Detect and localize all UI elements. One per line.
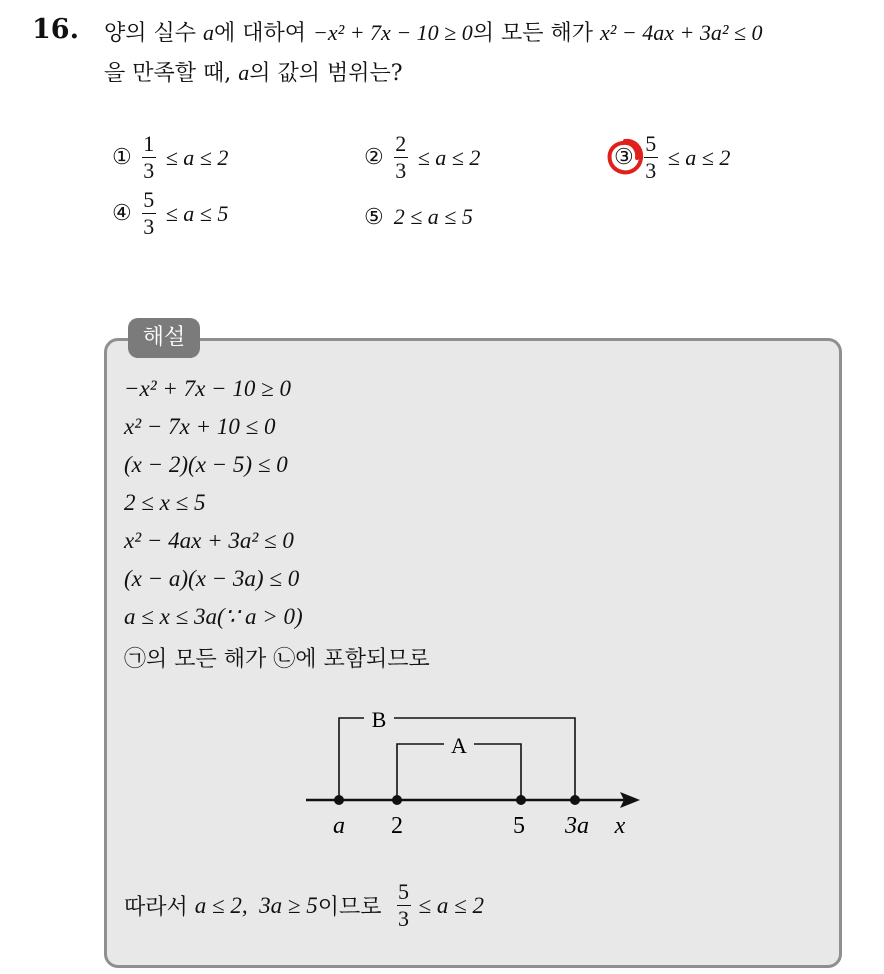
fraction-denominator: 3 xyxy=(398,906,409,931)
point-label: 2 xyxy=(391,813,403,839)
solution-korean-line: ㉠의 모든 해가 ㉡에 포함되므로 xyxy=(124,647,430,672)
solution-line: 2 ≤ x ≤ 5 xyxy=(124,490,206,515)
conclusion-text: 따라서 xyxy=(124,895,195,920)
choice-inequality: ≤ a ≤ 2 xyxy=(667,144,731,170)
solution-line: x² − 7x + 10 ≤ 0 xyxy=(124,414,276,439)
fraction-numerator: 5 xyxy=(143,187,155,212)
conclusion-math: a ≤ 2, 3a ≥ 5 xyxy=(194,892,318,918)
question-text: 양의 실수 xyxy=(104,21,203,46)
point-label: a xyxy=(333,813,345,839)
fraction-denominator: 3 xyxy=(143,158,155,183)
variable-a: a xyxy=(238,60,250,85)
question-text: 의 값의 범위는? xyxy=(249,61,403,86)
solution-conclusion xyxy=(124,880,484,931)
choice-number: ① xyxy=(112,145,132,170)
solution-line: x² − 4ax + 3a² ≤ 0 xyxy=(124,528,294,553)
point-label: 3a xyxy=(565,813,589,839)
choice-number: ③ xyxy=(614,145,634,170)
fraction-numerator: 5 xyxy=(398,879,409,904)
conclusion-inequality: ≤ a ≤ 2 xyxy=(418,892,484,918)
fraction-numerator: 2 xyxy=(395,131,407,156)
fraction-denominator: 3 xyxy=(395,158,407,183)
solution-line: (x − a)(x − 3a) ≤ 0 xyxy=(124,566,300,591)
bracket-label-a: A xyxy=(451,733,467,758)
variable-a: a xyxy=(203,20,214,45)
fraction-numerator: 1 xyxy=(143,131,155,156)
choice-inequality: 2 ≤ a ≤ 5 xyxy=(393,204,473,229)
conclusion-text: 이므로 xyxy=(317,895,389,920)
point-marker xyxy=(516,795,526,805)
choice-number: ④ xyxy=(112,201,132,226)
question-text: 에 대하여 xyxy=(214,21,313,46)
fraction-denominator: 3 xyxy=(645,158,657,183)
choice-inequality: ≤ a ≤ 2 xyxy=(165,144,229,170)
choice-number: ⑤ xyxy=(364,204,384,230)
point-label: 5 xyxy=(513,813,525,839)
solution-line: (x − 2)(x − 5) ≤ 0 xyxy=(124,452,288,477)
bracket-label-b: B xyxy=(371,707,387,732)
solution-line: −x² + 7x − 10 ≥ 0 xyxy=(124,376,291,401)
fraction xyxy=(397,880,411,931)
choice-inequality: ≤ a ≤ 5 xyxy=(165,200,229,226)
axis-label: x xyxy=(614,813,626,839)
question-text: 을 만족할 때, xyxy=(104,61,239,86)
choice-inequality: ≤ a ≤ 2 xyxy=(417,144,481,170)
point-marker xyxy=(570,795,580,805)
solution-tag: 해설 xyxy=(128,318,200,358)
question-number: 16. xyxy=(32,14,79,45)
solution-line: a ≤ x ≤ 3a(∵ a > 0) xyxy=(124,604,303,629)
choice-number: ② xyxy=(364,145,384,170)
question-text: 의 모든 해가 xyxy=(472,21,600,46)
inequality-2: x² − 4ax + 3a² ≤ 0 xyxy=(600,20,763,45)
fraction-denominator: 3 xyxy=(143,214,155,239)
inequality-1: −x² + 7x − 10 ≥ 0 xyxy=(313,20,473,45)
point-marker xyxy=(392,795,402,805)
fraction-numerator: 5 xyxy=(645,131,657,156)
point-marker xyxy=(334,795,344,805)
